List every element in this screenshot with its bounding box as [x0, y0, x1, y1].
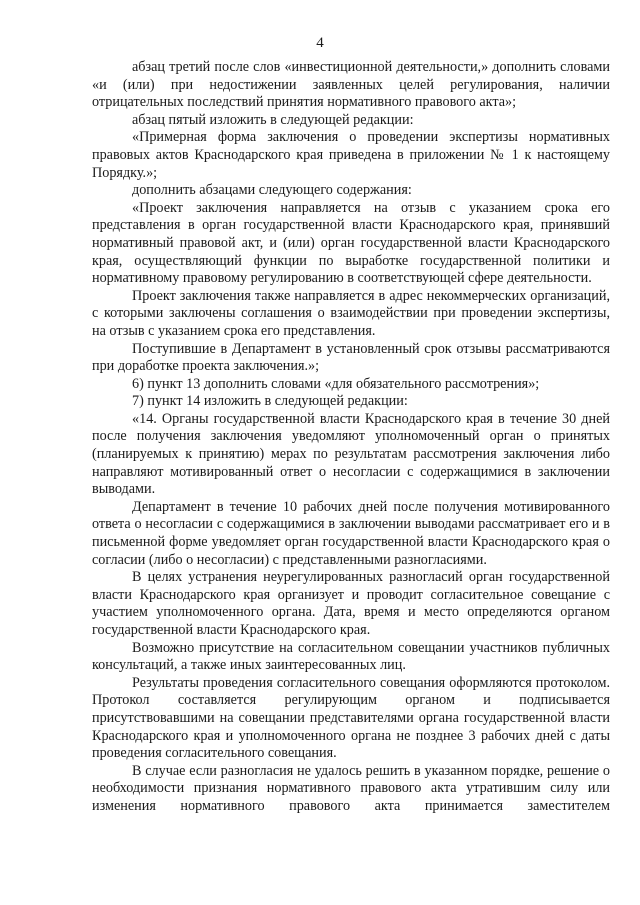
- paragraph: Проект заключения также направляется в адрес некоммерческих организаций, с которыми заключены соглашения о взаимодействии при проведении экспертизы, на отзыв с указанием срока его представления.: [92, 287, 610, 339]
- paragraph: абзац третий после слов «инвестиционной деятельности,» дополнить словами «и (или) при недостижении заявленных целей регулирования, наличии отрицательных последствий принятия нормативного правового акта»;: [92, 59, 610, 111]
- page-number: 4: [316, 35, 324, 51]
- paragraph: В случае если разногласия не удалось решить в указанном порядке, решение о необходимости признания нормативного правового акта утратившим силу или изменения нормативного правового акта принимается заместителем: [92, 762, 610, 814]
- paragraph: абзац пятый изложить в следующей редакции:: [132, 111, 414, 128]
- paragraph: 6) пункт 13 дополнить словами «для обязательного рассмотрения»;: [132, 375, 540, 392]
- paragraph: Результаты проведения согласительного совещания оформляются протоколом. Протокол составляется регулирующим органом и подписывается присутствовавшими на совещании представителями органа государственной власти Краснодарского края и уполномоченного органа не позднее 3 рабочих дней с даты проведения согласительного совещания.: [92, 674, 610, 762]
- paragraph: Возможно присутствие на согласительном совещании участников публичных консультаций, а также иных заинтересованных лиц.: [92, 639, 610, 674]
- paragraph: В целях устранения неурегулированных разногласий орган государственной власти Краснодарского края организует и проводит согласительное совещание с участием уполномоченного органа. Дата, время и место определяются органом государственной власти Краснодарского края.: [92, 569, 610, 638]
- paragraph: Департамент в течение 10 рабочих дней после получения мотивированного ответа о несогласии с содержащимися в заключении выводами рассматривает его и в письменной форме уведомляет орган государственной власти Краснодарского края о согласии (либо о несогласии) с представленными разногласиями.: [92, 498, 610, 568]
- document-body: [92, 59, 610, 816]
- paragraph: «Проект заключения направляется на отзыв с указанием срока его представления в орган государственной власти Краснодарского края, принявший нормативный правовой акт, и (или) орган государственной власти Краснодарского края, осуществляющий функции по выработке государственной политики и нормативному правовому регулированию в соответствующей сфере деятельности.: [92, 199, 610, 287]
- paragraph: Поступившие в Департамент в установленный срок отзывы рассматриваются при доработке проекта заключения.»;: [92, 340, 610, 375]
- paragraph: 7) пункт 14 изложить в следующей редакции:: [132, 393, 408, 410]
- paragraph: дополнить абзацами следующего содержания:: [132, 182, 412, 199]
- paragraph: «14. Органы государственной власти Краснодарского края в течение 30 дней после получения заключения уведомляют уполномоченный орган о принятых (планируемых к принятию) мерах по результатам рассмотрения заключения либо направляют мотивированный ответ о несогласии с содержащимися в заключении выводами.: [92, 410, 610, 498]
- paragraph: «Примерная форма заключения о проведении экспертизы нормативных правовых актов Краснодарского края приведена в приложении № 1 к настоящему Порядку.»;: [92, 129, 610, 181]
